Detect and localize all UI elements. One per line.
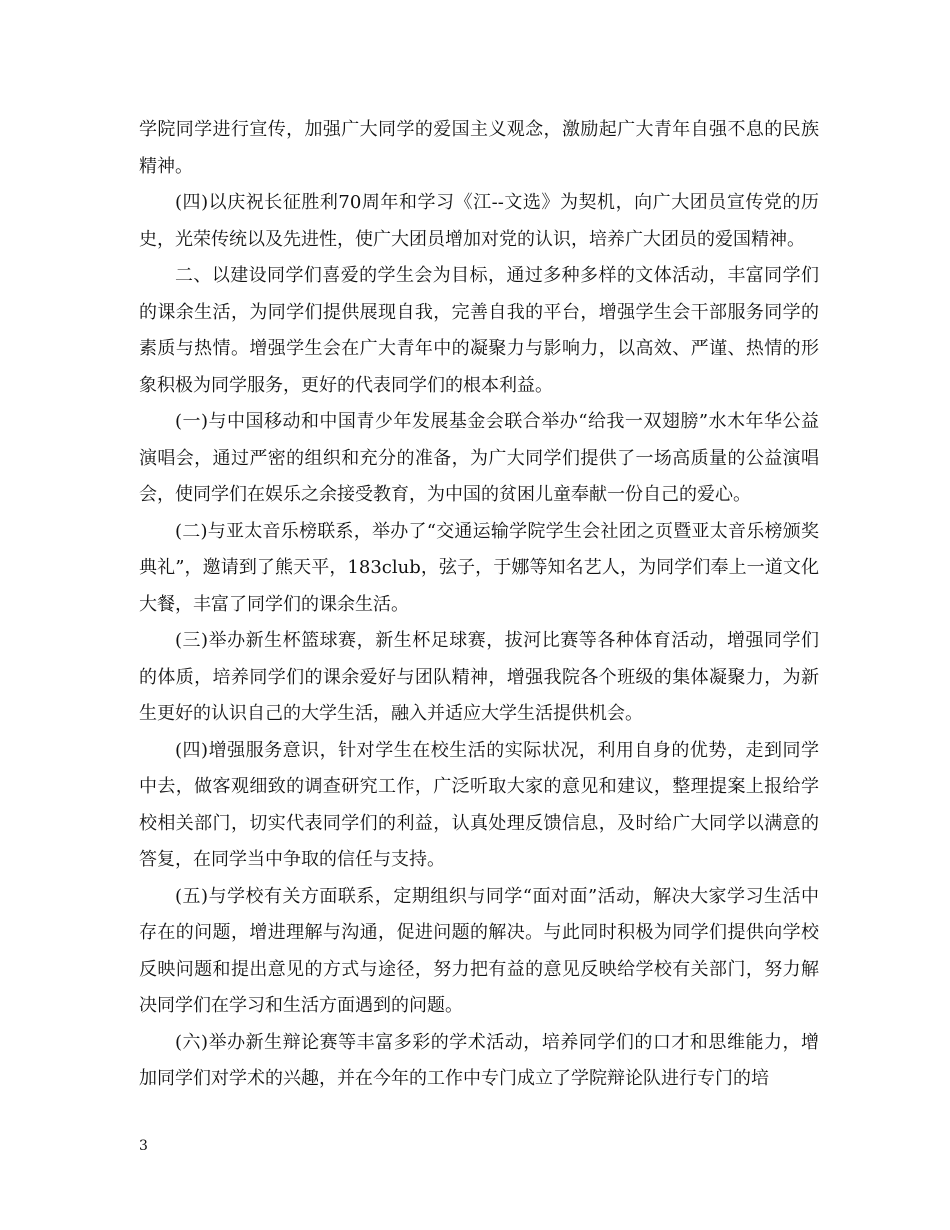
paragraph-continuation: 学院同学进行宣传，加强广大同学的爱国主义观念，激励起广大青年自强不息的民族精神。: [139, 119, 819, 177]
paragraph-section-two: 二、以建设同学们喜爱的学生会为目标，通过多种多样的文体活动，丰富同学们的课余生活，为同学们提供展现自我，完善自我的平台，增强学生会干部服务同学的素质与热情。增强学生会在广大青年中的凝聚力与影响力，以高效、严谨、热情的形象积极为同学服务，更好的代表同学们的根本利益。: [139, 265, 819, 396]
paragraph-item-six-debate: (六)举办新生辩论赛等丰富多彩的学术活动，培养同学们的口才和思维能力，增加同学们对学术的兴趣，并在今年的工作中专门成立了学院辩论队进行专门的培: [139, 1031, 819, 1089]
paragraph-item-three-sports: (三)举办新生杯篮球赛，新生杯足球赛，拔河比赛等各种体育活动，增强同学们的体质，培养同学们的课余爱好与团队精神，增强我院各个班级的集体凝聚力，为新生更好的认识自己的大学生活，融入并适应大学生活提供机会。: [139, 630, 819, 724]
paragraph-item-four-service: (四)增强服务意识，针对学生在校生活的实际状况，利用自身的优势，走到同学中去，做客观细致的调查研究工作，广泛听取大家的意见和建议，整理提案上报给学校相关部门，切实代表同学们的利益，认真处理反馈信息，及时给广大同学以满意的答复，在同学当中争取的信任与支持。: [139, 739, 819, 870]
document-body: [139, 112, 819, 1098]
paragraph-four-party-history: (四)以庆祝长征胜利70周年和学习《江--文选》为契机，向广大团员宣传党的历史，光荣传统以及先进性，使广大团员增加对党的认识，培养广大团员的爱国精神。: [139, 192, 819, 250]
paragraph-item-two-music-awards: (二)与亚太音乐榜联系，举办了“交通运输学院学生会社团之页暨亚太音乐榜颁奖典礼”，邀请到了熊天平，183club，弦子，于娜等知名艺人，为同学们奉上一道文化大餐，丰富了同学们的课余生活。: [139, 520, 819, 615]
paragraph-item-one-concert: (一)与中国移动和中国青少年发展基金会联合举办“给我一双翅膀”水木年华公益演唱会，通过严密的组织和充分的准备，为广大同学们提供了一场高质量的公益演唱会，使同学们在娱乐之余接受教育，为中国的贫困儿童奉献一份自己的爱心。: [139, 411, 819, 505]
page-number: 3: [139, 1138, 148, 1154]
paragraph-item-five-face-to-face: (五)与学校有关方面联系，定期组织与同学“面对面”活动，解决大家学习生活中存在的问题，增进理解与沟通，促进问题的解决。与此同时积极为同学们提供向学校反映问题和提出意见的方式与途径，努力把有益的意见反映给学校有关部门，努力解决同学们在学习和生活方面遇到的问题。: [139, 885, 819, 1016]
